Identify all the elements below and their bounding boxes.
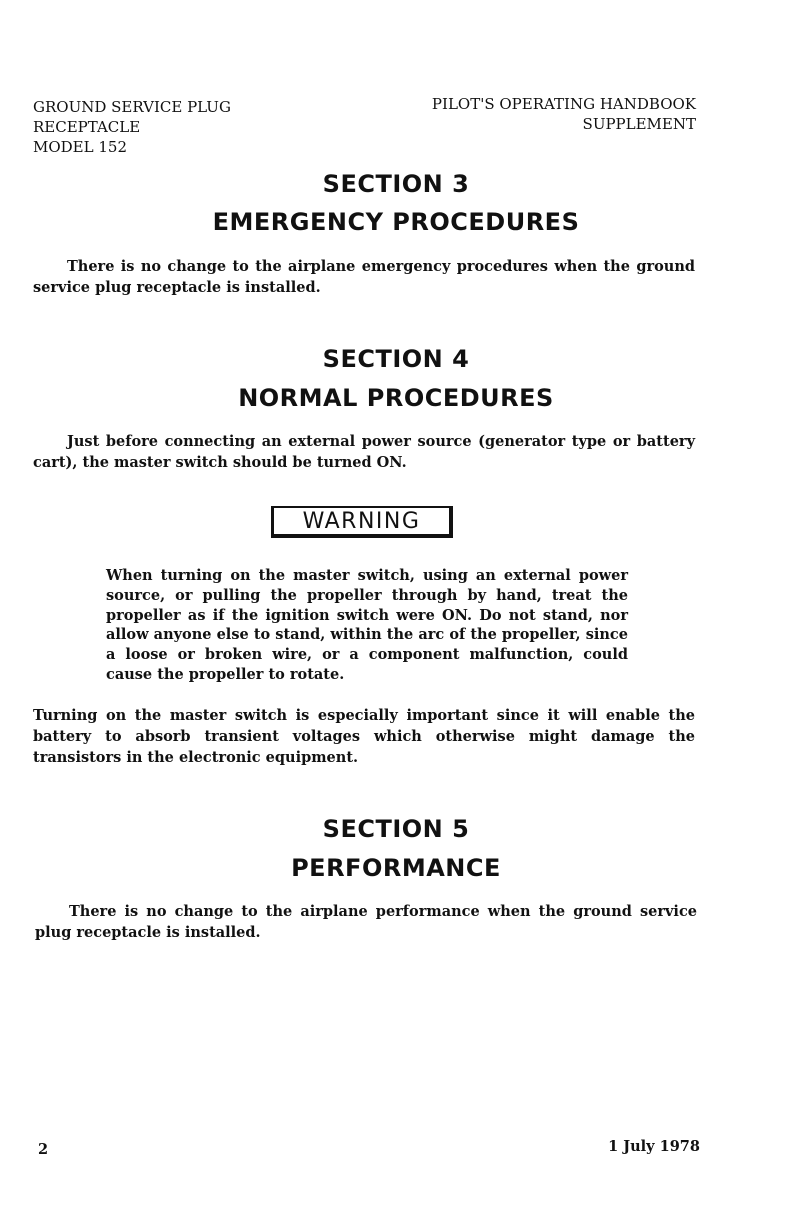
section-4-paragraph-2-text: Turning on the master switch is especially important since it will enable the battery to absorb transient voltages which otherwise might damage the transistors in the electronic equipment.: [33, 707, 695, 766]
section-3-number: SECTION 3: [322, 170, 470, 198]
section-5-paragraph-text: There is no change to the airplane performance when the ground service plug receptacle is installed.: [35, 903, 697, 941]
section-3-paragraph: [33, 256, 695, 298]
header-left: [33, 97, 333, 157]
section-4-paragraph-1: [33, 431, 695, 473]
warning-text: When turning on the master switch, using an external power source, or pulling the propeller through by hand, treat the propeller as if the ignition switch were ON. Do not stand, nor allow anyone else to stand, within the arc of the propeller, since a loose or broken wire, or a component malfunction, could cause the propeller to rotate.: [106, 567, 628, 683]
header-title-line-1: GROUND SERVICE PLUG: [33, 98, 231, 116]
section-3-paragraph-text: There is no change to the airplane emergency procedures when the ground service plug receptacle is installed.: [33, 258, 695, 296]
section-4-title: NORMAL PROCEDURES: [238, 384, 554, 412]
page-number: 2: [38, 1141, 49, 1158]
header-right: [360, 94, 696, 134]
revision-date: 1 July 1978: [608, 1138, 700, 1155]
header-title-line-2: RECEPTACLE: [33, 118, 141, 136]
section-5-number: SECTION 5: [322, 815, 470, 843]
section-5-title: PERFORMANCE: [291, 854, 501, 882]
header-handbook-line-2: SUPPLEMENT: [582, 115, 696, 133]
header-handbook-line-1: PILOT'S OPERATING HANDBOOK: [431, 95, 696, 113]
warning-label: WARNING: [302, 509, 421, 534]
section-4-number: SECTION 4: [322, 345, 470, 373]
section-4-paragraph-1-text: Just before connecting an external power source (generator type or battery cart), the master switch should be turned ON.: [33, 433, 695, 471]
warning-label-box: [271, 506, 453, 538]
section-5-paragraph: [35, 901, 697, 943]
header-title-line-3: MODEL 152: [33, 138, 127, 156]
section-4-paragraph-2: [33, 705, 695, 768]
section-3-title: EMERGENCY PROCEDURES: [212, 208, 580, 236]
